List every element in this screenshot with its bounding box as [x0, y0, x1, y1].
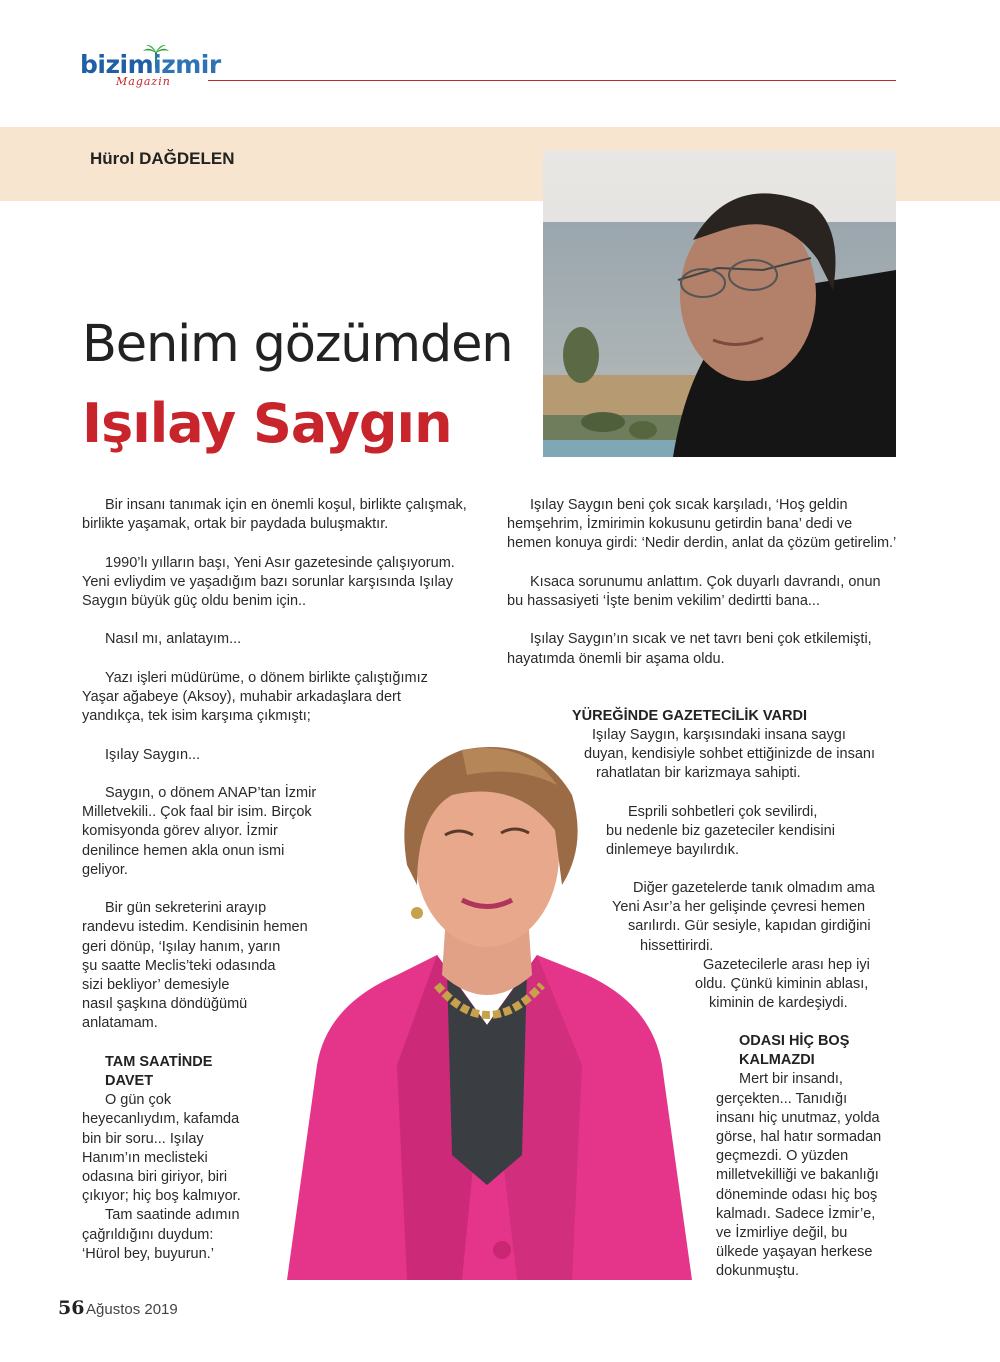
- paragraph: Işılay Saygın...: [105, 746, 201, 763]
- text-line: kiminin de kardeşiydi.: [709, 995, 848, 1012]
- page-number: 56: [58, 1297, 85, 1319]
- text-line: şu saatte Meclis’teki odasında: [82, 957, 276, 974]
- paragraph: Işılay Saygın’ın sıcak ve net tavrı beni çok etkilemişti, hayatımda önemli bir aşama oldu.: [507, 631, 872, 667]
- heading-line: ODASI HİÇ BOŞ: [739, 1033, 850, 1049]
- text-line: insanı hiç unutmaz, yolda: [716, 1109, 880, 1126]
- header-rule: [208, 80, 896, 81]
- paragraph: Bir insanı tanımak için en önemli koşul, birlikte çalışmak, birlikte yaşamak, ortak bir paydada buluşmaktır.: [82, 497, 467, 533]
- text-line: geri dönüp, ‘Işılay hanım, yarın: [82, 938, 281, 955]
- text-line: sarılırdı. Gür sesiyle, kapıdan girdiğini: [628, 918, 871, 935]
- text-line: bu nedenle biz gazeteciler kendisini: [606, 823, 835, 840]
- paragraph: [82, 1206, 482, 1264]
- right-wrapped-text: [690, 956, 890, 1014]
- text-line: hissettirirdi.: [640, 937, 714, 954]
- text-line: Esprili sohbetleri çok sevilirdi,: [628, 804, 818, 820]
- section-heading: [82, 1053, 482, 1091]
- text-line: görse, hal hatır sormadan: [716, 1129, 882, 1146]
- text-line: sizi bekliyor’ demesiyle: [82, 976, 230, 993]
- right-section-heading: [572, 707, 807, 726]
- heading-line: TAM SAATİNDE: [105, 1053, 213, 1070]
- text-line: bin bir soru... Işılay: [82, 1130, 204, 1147]
- paragraph: Yazı işleri müdürüme, o dönem birlikte çalıştığımız Yaşar ağabeye (Aksoy), muhabir arkadaşlara dert yandıkça, tek isim karşıma çıkmıştı;: [82, 669, 428, 725]
- heading-line: DAVET: [105, 1072, 154, 1089]
- author-name: Hürol DAĞDELEN: [90, 149, 235, 168]
- text-line: Hanım’ın meclisteki: [82, 1149, 208, 1166]
- right-wrapped-text: [560, 726, 890, 784]
- text-line: Bir gün sekreterini arayıp: [105, 900, 267, 917]
- article-title-line1: Benim gözümden: [82, 315, 513, 374]
- text-line: odasına biri giriyor, biri: [82, 1169, 228, 1185]
- text-line: ülkede yaşayan herkese: [716, 1244, 873, 1261]
- section-heading: YÜREĞİNDE GAZETECİLİK VARDI: [572, 708, 807, 724]
- logo-subtitle: Magazin: [116, 75, 171, 88]
- text-line: Tam saatinde adımın: [105, 1207, 240, 1224]
- text-line: denilince hemen akla onun ismi: [82, 842, 285, 859]
- left-column: [82, 496, 482, 1264]
- right-wrapped-text: [610, 879, 900, 956]
- text-line: dokunmuştu.: [716, 1263, 800, 1280]
- text-line: Mert bir insandı,: [739, 1071, 843, 1088]
- text-line: heyecanlıydım, kafamda: [82, 1111, 240, 1128]
- text-line: ve İzmirliye değil, bu: [716, 1225, 848, 1242]
- text-line: anlatamam.: [82, 1015, 158, 1032]
- text-line: O gün çok: [105, 1092, 172, 1109]
- right-section-block: [716, 1032, 896, 1282]
- section-block: [82, 1053, 482, 1207]
- paragraph: 1990’lı yılların başı, Yeni Asır gazetesinde çalışıyorum. Yeni evliydim ve yaşadığım bazı sorunlar karşısında Işılay Saygın büyük güç oldu benim için..: [82, 554, 455, 609]
- paragraph: Nasıl mı, anlatayım...: [105, 631, 242, 648]
- text-line: randevu istedim. Kendisinin hemen: [82, 919, 308, 936]
- text-line: rahatlatan bir karizmaya sahipti.: [596, 765, 801, 782]
- text-line: geliyor.: [82, 861, 128, 878]
- text-line: döneminde odası hiç boş: [716, 1186, 878, 1203]
- right-column: [507, 496, 899, 669]
- text-line: dinlemeye bayılırdık.: [606, 842, 739, 859]
- text-line: nasıl şaşkına döndüğümü: [82, 996, 248, 1013]
- heading-line: KALMAZDI: [739, 1052, 815, 1069]
- text-line: geçmezdi. O yüzden: [716, 1148, 849, 1165]
- paragraph: Kısaca sorunumu anlattım. Çok duyarlı davrandı, onun bu hassasiyeti ‘İşte benim vekilim’ dedirtti bana...: [507, 573, 881, 609]
- logo-wordmark: bizimizmir: [80, 50, 221, 79]
- text-line: Işılay Saygın, karşısındaki insana saygı: [592, 727, 846, 743]
- text-line: duyan, kendisiyle sohbet ettiğinizde de insanı: [584, 746, 875, 763]
- text-line: çıkıyor; hiç boş kalmıyor.: [82, 1188, 241, 1205]
- text-line: kalmadı. Sadece İzmir’e,: [716, 1205, 876, 1222]
- text-line: milletvekilliği ve bakanlığı: [716, 1167, 879, 1184]
- article-title-line2: Işılay Saygın: [82, 392, 452, 455]
- text-line: Gazetecilerle arası hep iyi: [703, 957, 870, 973]
- text-line: çağrıldığını duydum:: [82, 1226, 214, 1243]
- section-heading: [716, 1032, 896, 1070]
- paragraph: [82, 1091, 482, 1206]
- text-line: ‘Hürol bey, buyurun.’: [82, 1245, 214, 1262]
- right-wrapped-text: [606, 803, 896, 861]
- text-line: komisyonda görev alıyor. İzmir: [82, 823, 278, 840]
- text-line: Saygın, o dönem ANAP’tan İzmir: [105, 784, 317, 801]
- text-line: gerçekten... Tanıdığı: [716, 1090, 848, 1107]
- author-photo: [543, 150, 896, 457]
- paragraph: Işılay Saygın beni çok sıcak karşıladı, ‘Hoş geldin hemşehrim, İzmirimin kokusunu getirdin bana’ dedi ve hemen konuya girdi: ‘Nedir derdin, anlat da çözüm getirelim.’: [507, 497, 897, 552]
- paragraph: [82, 784, 482, 880]
- text-line: Yeni Asır’a her gelişinde çevresi hemen: [612, 899, 866, 916]
- magazine-logo: [80, 44, 220, 94]
- text-line: Milletvekili.. Çok faal bir isim. Birçok: [82, 804, 312, 821]
- text-line: oldu. Çünkü kiminin ablası,: [695, 976, 869, 993]
- text-line: Diğer gazetelerde tanık olmadım ama: [633, 880, 875, 896]
- issue-date: Ağustos 2019: [86, 1301, 178, 1318]
- paragraph: [82, 899, 482, 1033]
